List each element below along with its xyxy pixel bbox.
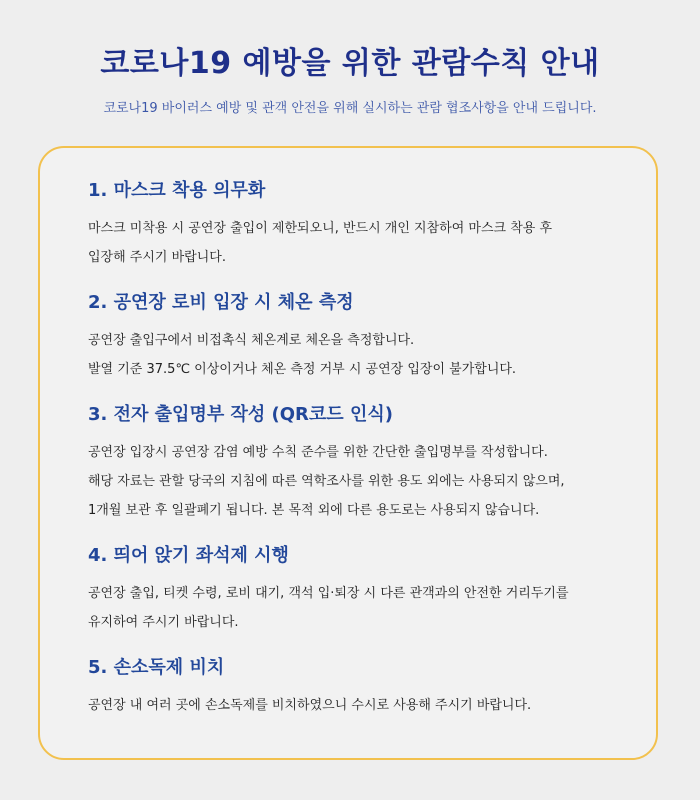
section-heading: 4. 띄어 앉기 좌석제 시행 bbox=[88, 545, 289, 566]
section-text: 발열 기준 37.5℃ 이상이거나 체온 측정 거부 시 공연장 입장이 불가합니다. bbox=[88, 362, 517, 377]
section-entry-log bbox=[88, 402, 608, 525]
section-text: 공연장 출입구에서 비접촉식 체온계로 체온을 측정합니다. bbox=[88, 333, 415, 348]
section-text: 1개월 보관 후 일괄폐기 됩니다. 본 목적 외에 다른 용도로는 사용되지 않습니다. bbox=[88, 503, 540, 518]
notice-box bbox=[38, 146, 658, 760]
section-text: 공연장 입장시 공연장 감염 예방 수칙 준수를 위한 간단한 출입명부를 작성합니다. bbox=[88, 445, 548, 460]
page-subtitle: 코로나19 바이러스 예방 및 관객 안전을 위해 실시하는 관람 협조사항을 안내 드립니다. bbox=[103, 101, 597, 116]
page-title: 코로나19 예방을 위한 관람수칙 안내 bbox=[100, 46, 600, 81]
section-heading: 2. 공연장 로비 입장 시 체온 측정 bbox=[88, 292, 354, 313]
section-sanitizer bbox=[88, 655, 608, 720]
section-heading: 3. 전자 출입명부 작성 (QR코드 인식) bbox=[88, 404, 393, 425]
section-heading: 1. 마스크 착용 의무화 bbox=[88, 180, 266, 201]
section-text: 마스크 미착용 시 공연장 출입이 제한되오니, 반드시 개인 지참하여 마스크 착용 후 bbox=[88, 221, 553, 236]
section-temperature bbox=[88, 290, 608, 384]
section-text: 입장해 주시기 바랍니다. bbox=[88, 250, 226, 265]
section-text: 해당 자료는 관할 당국의 지침에 따른 역학조사를 위한 용도 외에는 사용되지 않으며, bbox=[88, 474, 565, 489]
section-text: 유지하여 주시기 바랍니다. bbox=[88, 615, 239, 630]
section-distanced-seating bbox=[88, 543, 608, 637]
section-text: 공연장 출입, 티켓 수령, 로비 대기, 객석 입·퇴장 시 다른 관객과의 안전한 거리두기를 bbox=[88, 586, 569, 601]
section-mask bbox=[88, 178, 608, 272]
section-text: 공연장 내 여러 곳에 손소독제를 비치하였으니 수시로 사용해 주시기 바랍니다. bbox=[88, 698, 532, 713]
section-heading: 5. 손소독제 비치 bbox=[88, 657, 225, 678]
